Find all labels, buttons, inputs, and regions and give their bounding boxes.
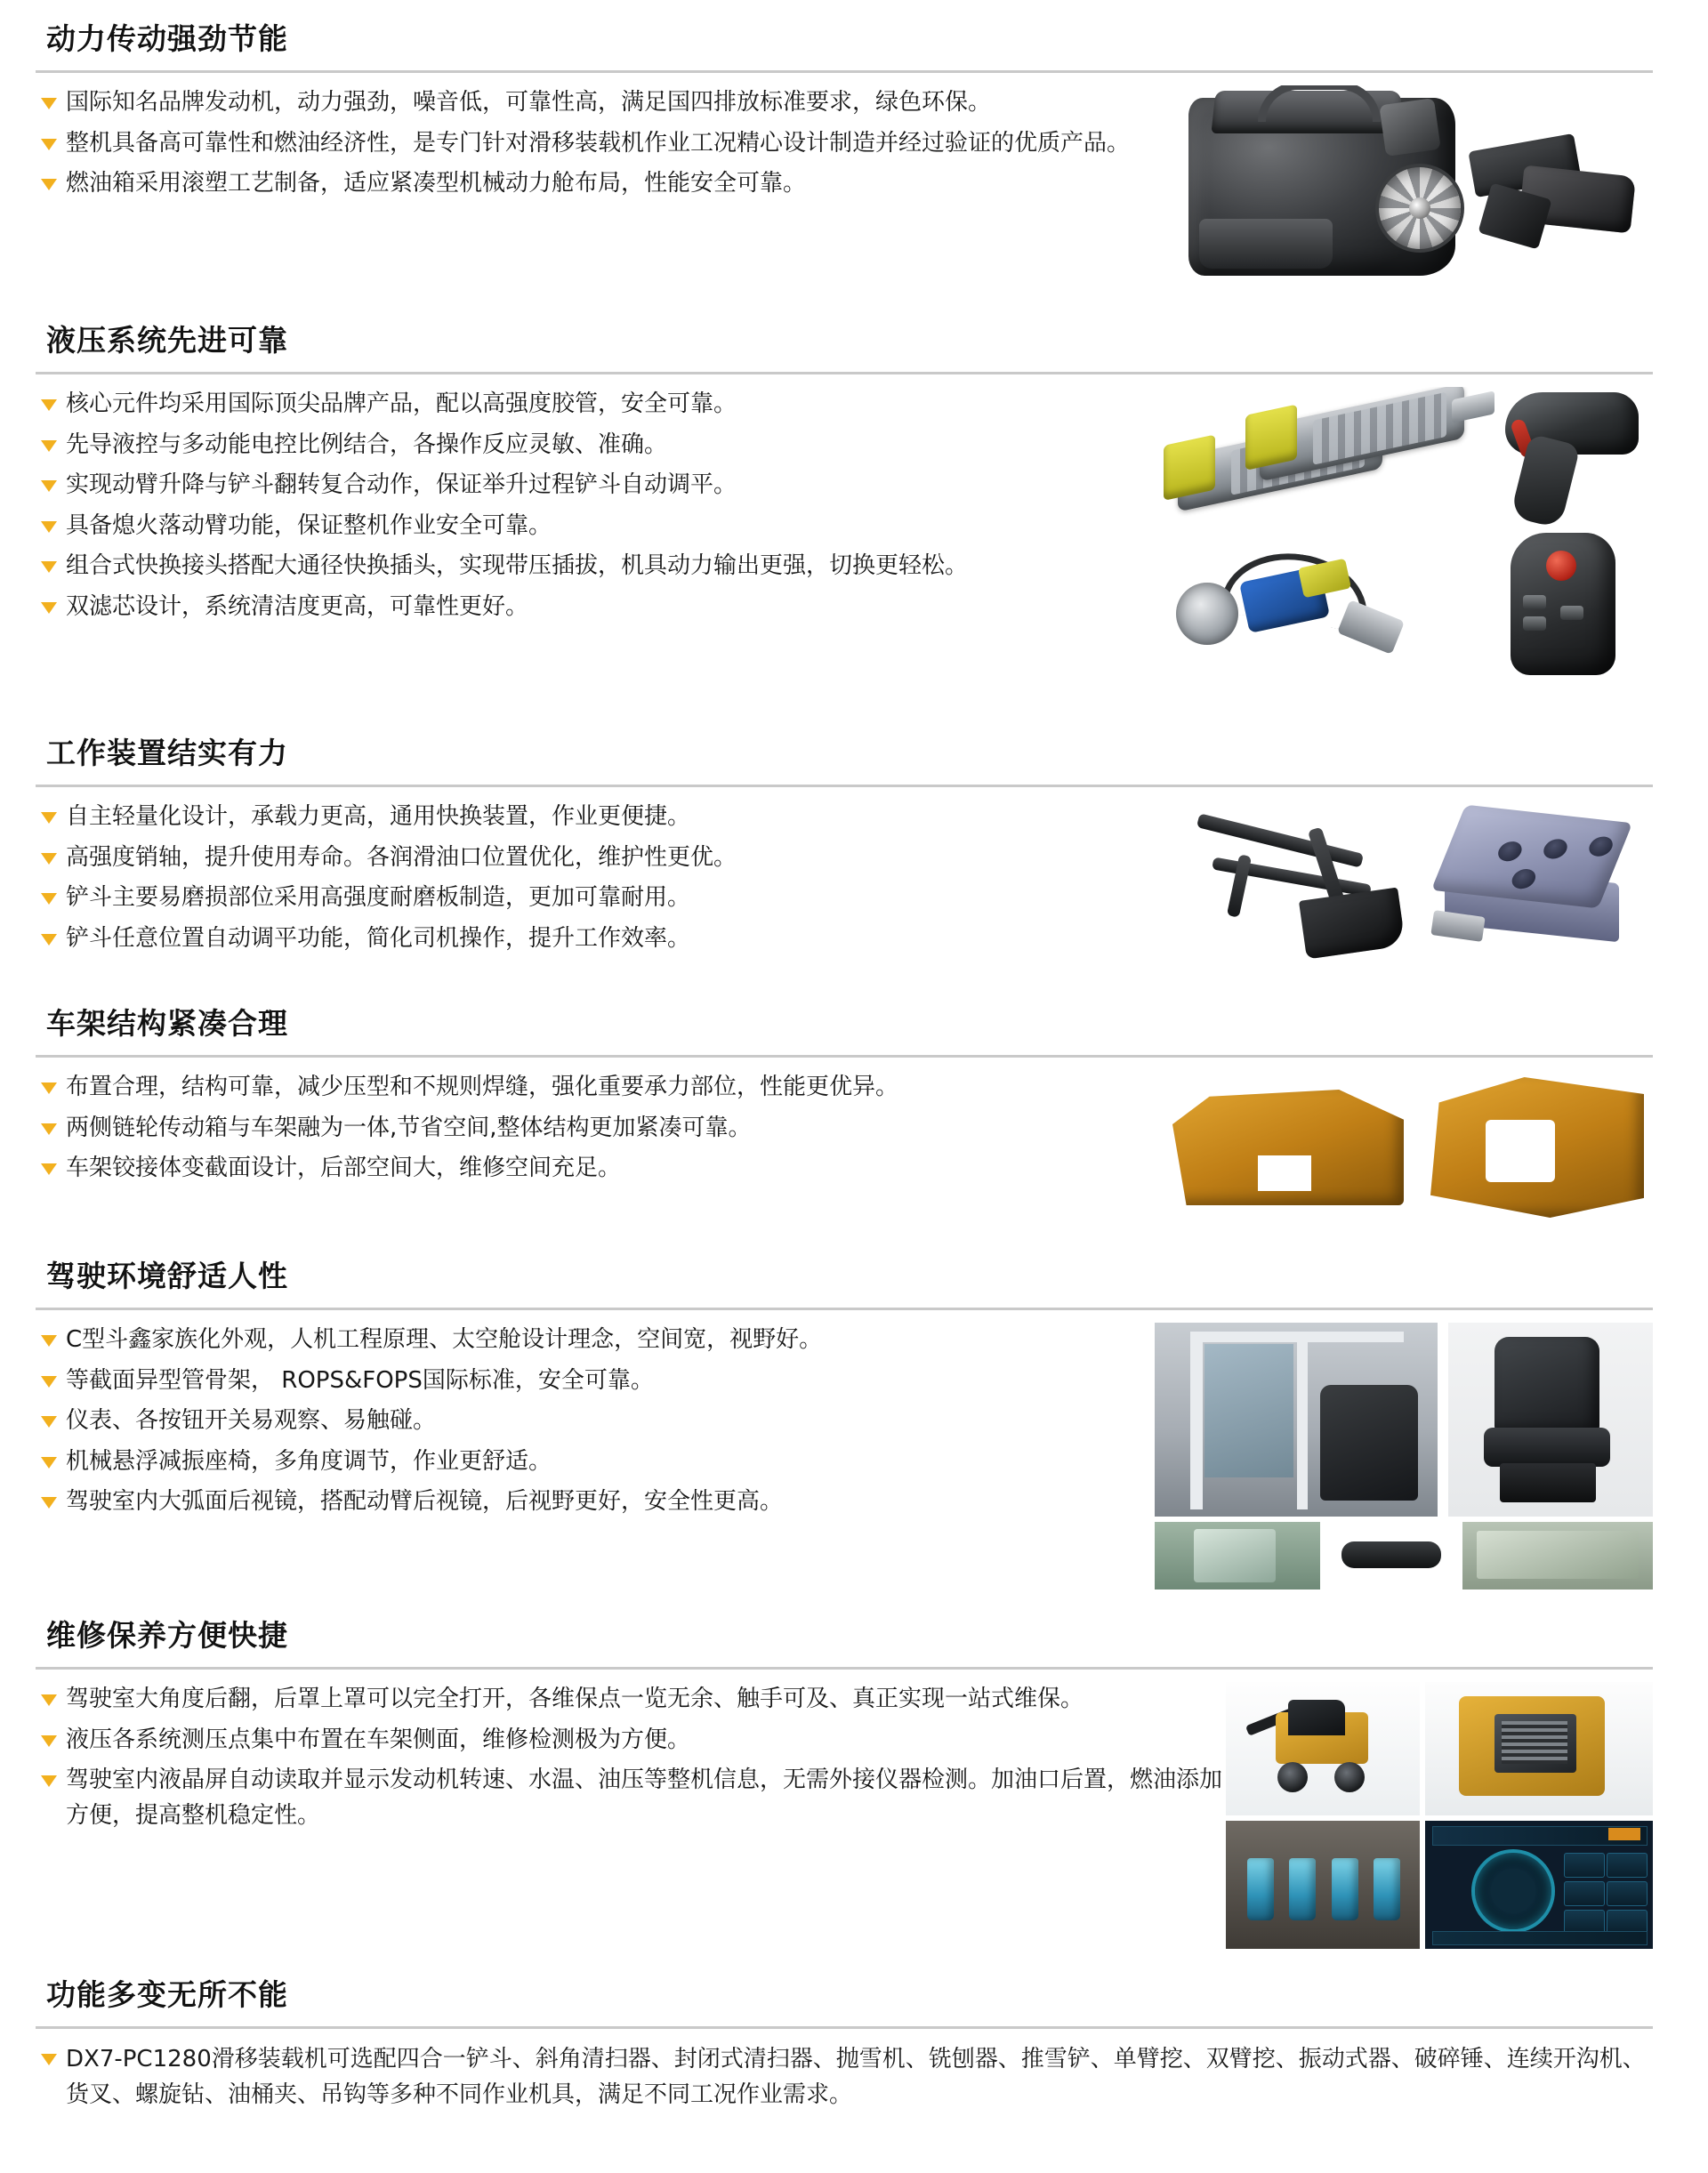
bullet-text: 自主轻量化设计，承载力更高，通用快换装置，作业更便捷。 bbox=[66, 803, 691, 830]
loader-wheel bbox=[1334, 1762, 1365, 1792]
loader-rear bbox=[1446, 1691, 1624, 1807]
test-point bbox=[1332, 1858, 1358, 1920]
section-title-workdevice: 工作装置结实有力 bbox=[46, 736, 288, 770]
dashboard-tile bbox=[1564, 1881, 1605, 1906]
suspension-seat-photo bbox=[1448, 1323, 1653, 1517]
cab-seat bbox=[1320, 1385, 1418, 1501]
bullet-text: 驾驶室大角度后翻，后罩上罩可以完全打开，各维保点一览无余、触手可及、真正实现一站式维保。 bbox=[66, 1686, 1084, 1712]
bullet-text: 铲斗主要易磨损部位采用高强度耐磨板制造，更加可靠耐用。 bbox=[66, 884, 691, 912]
triangle-bullet-icon bbox=[41, 1123, 57, 1135]
grip-button bbox=[1523, 595, 1546, 609]
bullet-text: 驾驶室内液晶屏自动读取并显示发动机转速、水温、油压等整机信息，无需外接仪器检测。加油口后置，燃油添加方便，提高整机稳定性。 bbox=[66, 1767, 1223, 1829]
hydraulic-image-cluster bbox=[1155, 387, 1653, 707]
list-item bbox=[36, 166, 1172, 202]
dashboard-tile bbox=[1607, 1853, 1648, 1878]
engine-accessory bbox=[1379, 98, 1440, 157]
cab-rear-photo bbox=[1462, 1522, 1653, 1590]
list-item bbox=[36, 1070, 1172, 1106]
list-item bbox=[36, 428, 1155, 463]
bucket bbox=[1299, 888, 1406, 960]
bullet-text: 仪表、各按钮开关易观察、易触碰。 bbox=[66, 1407, 437, 1435]
triangle-bullet-icon bbox=[41, 1775, 57, 1787]
divider bbox=[36, 70, 1653, 73]
bullet-list-frame bbox=[36, 1070, 1172, 1192]
dashboard-screen bbox=[1425, 1821, 1653, 1949]
section-power bbox=[0, 0, 1708, 294]
bullet-text: 先导液控与多动能电控比例结合，各操作反应灵敏、准确。 bbox=[66, 431, 668, 458]
bullet-list-workdevice bbox=[36, 800, 1190, 962]
skid-steer-loader bbox=[1242, 1700, 1402, 1799]
loader-cab bbox=[1288, 1700, 1345, 1735]
section-title-frame: 车架结构紧凑合理 bbox=[46, 1006, 288, 1041]
triangle-bullet-icon bbox=[41, 1735, 57, 1747]
test-point bbox=[1247, 1858, 1274, 1920]
dashboard-footer-bar bbox=[1432, 1931, 1648, 1945]
list-item bbox=[36, 126, 1172, 162]
valve-solenoid bbox=[1164, 435, 1215, 501]
triangle-bullet-icon bbox=[41, 561, 57, 573]
open-rear-hood-photo bbox=[1425, 1682, 1653, 1815]
triangle-bullet-icon bbox=[41, 98, 57, 109]
triangle-bullet-icon bbox=[41, 1163, 57, 1175]
section-title-hydraulic: 液压系统先进可靠 bbox=[46, 323, 288, 358]
seat-backrest bbox=[1494, 1337, 1599, 1433]
section-title-power: 动力传动强劲节能 bbox=[46, 21, 288, 56]
bullet-text: 双滤芯设计，系统清洁度更高，可靠性更好。 bbox=[66, 592, 529, 620]
list-item bbox=[36, 1682, 1226, 1718]
section-maintenance bbox=[0, 1590, 1708, 1949]
divider bbox=[36, 1055, 1653, 1058]
engine-photo bbox=[1172, 85, 1653, 294]
coupler-nipple bbox=[1337, 600, 1405, 655]
valve-spools bbox=[1313, 392, 1446, 465]
test-points-photo bbox=[1226, 1821, 1420, 1949]
bullet-text: 机械悬浮减振座椅，多角度调节，作业更舒适。 bbox=[66, 1447, 552, 1475]
divider bbox=[36, 2026, 1653, 2029]
triangle-bullet-icon bbox=[41, 480, 57, 492]
control-grip-photo bbox=[1484, 529, 1644, 680]
divider bbox=[36, 1667, 1653, 1670]
frame-cutout bbox=[1486, 1120, 1555, 1182]
triangle-bullet-icon bbox=[41, 812, 57, 824]
cab-roof-rail bbox=[1190, 1332, 1404, 1342]
section-title-maintenance: 维修保养方便快捷 bbox=[46, 1618, 288, 1653]
bullet-text: 液压各系统测压点集中布置在车架侧面，维修检测极为方便。 bbox=[66, 1726, 691, 1753]
manifold-port bbox=[1509, 868, 1539, 890]
divider bbox=[36, 785, 1653, 787]
image-group-frame bbox=[1172, 1070, 1653, 1230]
test-point bbox=[1374, 1858, 1400, 1920]
section-frame bbox=[0, 978, 1708, 1230]
triangle-bullet-icon bbox=[41, 1497, 57, 1509]
boom-arm-photo bbox=[1190, 809, 1413, 960]
bullet-text: 两侧链轮传动箱与车架融为一体,节省空间,整体结构更加紧凑可靠。 bbox=[66, 1114, 752, 1141]
bullet-list-cab bbox=[36, 1323, 1155, 1525]
list-item bbox=[36, 1763, 1226, 1833]
divider bbox=[36, 372, 1653, 374]
triangle-bullet-icon bbox=[41, 2054, 57, 2065]
bullet-text: 整机具备高可靠性和燃油经济性，是专门针对滑移装载机作业工况精心设计制造并经过验证的优质产品。 bbox=[66, 129, 1131, 157]
pressure-test-points bbox=[1247, 1851, 1400, 1920]
tilted-cab-photo bbox=[1226, 1682, 1420, 1815]
bullet-text: 高强度销轴，提升使用寿命。各润滑油口位置优化，维护性更优。 bbox=[66, 843, 737, 871]
section-title-cab: 驾驶环境舒适人性 bbox=[46, 1259, 288, 1293]
engine-fan bbox=[1379, 167, 1461, 249]
triangle-bullet-icon bbox=[41, 1457, 57, 1469]
triangle-bullet-icon bbox=[41, 1416, 57, 1428]
triangle-bullet-icon bbox=[41, 1376, 57, 1388]
list-item bbox=[36, 800, 1190, 835]
image-group-hydraulic bbox=[1155, 387, 1653, 707]
section-cab bbox=[0, 1230, 1708, 1590]
triangle-bullet-icon bbox=[41, 893, 57, 905]
section-workdevice bbox=[0, 707, 1708, 978]
dashboard-tachometer bbox=[1471, 1849, 1555, 1933]
manifold-top bbox=[1431, 805, 1632, 909]
triangle-bullet-icon bbox=[41, 1082, 57, 1094]
list-item bbox=[36, 881, 1190, 916]
triangle-bullet-icon bbox=[41, 399, 57, 411]
attachments-text: DX7-PC1280滑移装载机可选配四合一铲斗、斜角清扫器、封闭式清扫器、抛雪机、铣刨器、推雪铲、单臂挖、双臂挖、振动式器、破碎锤、连续开沟机、货叉、螺旋钻、油桶夹、吊钩等多种不同作业机具，满足不同工况作业需求。 bbox=[66, 2046, 1646, 2109]
section-title-attachments: 功能多变无所不能 bbox=[46, 1977, 288, 2012]
triangle-bullet-icon bbox=[41, 1335, 57, 1347]
workdevice-image-cluster bbox=[1190, 800, 1653, 978]
bullet-list-hydraulic bbox=[36, 387, 1155, 630]
test-point bbox=[1289, 1858, 1316, 1920]
list-item bbox=[36, 1445, 1155, 1480]
engine-intake-pipe bbox=[1258, 85, 1381, 122]
section-hydraulic bbox=[0, 294, 1708, 707]
bullet-text: 组合式快换接头搭配大通径快换插头，实现带压插拔，机具动力输出更强，切换更轻松。 bbox=[66, 552, 969, 580]
image-group-workdevice bbox=[1190, 800, 1653, 978]
list-item bbox=[36, 549, 1155, 584]
coupler-plate bbox=[1176, 583, 1238, 645]
bullet-text: 车架铰接体变截面设计，后部空间大，维修空间充足。 bbox=[66, 1155, 622, 1182]
triangle-bullet-icon bbox=[41, 853, 57, 865]
bullet-text: 布置合理，结构可靠，减少压型和不规则焊缝，强化重要承力部位，性能更优异。 bbox=[66, 1074, 899, 1100]
loader-wheel bbox=[1277, 1762, 1308, 1792]
image-group-maintenance bbox=[1226, 1682, 1653, 1949]
bullet-text: C型斗鑫家族化外观，人机工程原理、太空舱设计理念，空间宽，视野好。 bbox=[66, 1326, 823, 1353]
list-item bbox=[36, 1364, 1155, 1399]
bullet-text: 国际知名品牌发动机，动力强劲，噪音低，可靠性高，满足国四排放标准要求，绿色环保。 bbox=[66, 89, 992, 116]
mirror-photo bbox=[1325, 1522, 1457, 1590]
triangle-bullet-icon bbox=[41, 602, 57, 614]
triangle-bullet-icon bbox=[41, 1694, 57, 1706]
cab-image-cluster bbox=[1155, 1323, 1653, 1590]
triangle-bullet-icon bbox=[41, 179, 57, 190]
bullet-text: 铲斗任意位置自动调平功能，简化司机操作，提升工作效率。 bbox=[66, 924, 691, 952]
list-item bbox=[36, 509, 1155, 544]
list-item bbox=[36, 1404, 1155, 1439]
bullet-text: 实现动臂升降与铲斗翻转复合动作，保证举升过程铲斗自动调平。 bbox=[66, 471, 737, 499]
radiator-grill bbox=[1502, 1721, 1567, 1764]
manifold-port bbox=[1541, 838, 1571, 860]
list-item bbox=[36, 1323, 1155, 1358]
list-item bbox=[36, 1723, 1226, 1759]
list-item bbox=[36, 387, 1155, 423]
grip-button bbox=[1523, 616, 1546, 631]
bullet-text: 核心元件均采用国际顶尖品牌产品，配以高强度胶管，安全可靠。 bbox=[66, 390, 737, 417]
triangle-bullet-icon bbox=[41, 440, 57, 452]
list-item bbox=[36, 1485, 1155, 1520]
dashboard-warning bbox=[1608, 1828, 1640, 1840]
image-group-cab bbox=[1155, 1323, 1653, 1590]
triangle-bullet-icon bbox=[41, 521, 57, 533]
bullet-list-power bbox=[36, 85, 1172, 207]
bullet-list-maintenance bbox=[36, 1682, 1226, 1839]
attachments-paragraph bbox=[36, 2041, 1653, 2113]
triangle-bullet-icon bbox=[41, 934, 57, 946]
bullet-text: 等截面异型管骨架， ROPS&FOPS国际标准，安全可靠。 bbox=[66, 1366, 654, 1394]
seat-suspension-base bbox=[1500, 1463, 1596, 1502]
image-group-power bbox=[1172, 85, 1653, 294]
cab-interior-photo bbox=[1155, 1323, 1438, 1517]
divider bbox=[36, 1308, 1653, 1310]
maintenance-image-cluster bbox=[1226, 1682, 1653, 1949]
dashboard-tile bbox=[1564, 1853, 1605, 1878]
cab-window bbox=[1204, 1344, 1293, 1477]
valve-solenoid bbox=[1245, 405, 1297, 471]
cab-pillar bbox=[1190, 1332, 1203, 1509]
grip-red-button bbox=[1546, 551, 1576, 581]
list-item bbox=[36, 468, 1155, 503]
triangle-bullet-icon bbox=[41, 139, 57, 150]
valve-manifold-photo bbox=[1427, 805, 1649, 965]
list-item bbox=[36, 590, 1155, 625]
list-item bbox=[36, 922, 1190, 957]
list-item bbox=[36, 841, 1190, 876]
engine-bracket-photo bbox=[1466, 123, 1640, 256]
manifold-port bbox=[1494, 841, 1525, 863]
joystick-photo bbox=[1480, 392, 1649, 526]
lcd-dashboard-photo bbox=[1425, 1821, 1653, 1949]
engine-oil-pan bbox=[1199, 219, 1333, 269]
bullet-text: 驾驶室内大弧面后视镜，搭配动臂后视镜，后视野更好，安全性更高。 bbox=[66, 1488, 784, 1516]
grip-button bbox=[1560, 606, 1583, 620]
list-item bbox=[36, 1151, 1172, 1187]
cab-pillar bbox=[1297, 1332, 1308, 1509]
list-item bbox=[36, 85, 1172, 121]
dashboard-tile bbox=[1607, 1881, 1648, 1906]
section-attachments bbox=[0, 1949, 1708, 2140]
list-item bbox=[36, 1111, 1172, 1147]
frame-image-cluster bbox=[1172, 1070, 1653, 1230]
cab-exterior-photo bbox=[1155, 1522, 1320, 1590]
seat-cushion bbox=[1484, 1428, 1610, 1467]
bullet-text: 燃油箱采用滚塑工艺制备，适应紧凑型机械动力舱布局，性能安全可靠。 bbox=[66, 170, 807, 197]
cab-photo-strip bbox=[1155, 1522, 1653, 1590]
bullet-text: 具备熄火落动臂功能，保证整机作业安全可靠。 bbox=[66, 511, 552, 539]
frame-cutout bbox=[1258, 1155, 1311, 1191]
manifold-port bbox=[1586, 835, 1616, 857]
quick-coupler-photo bbox=[1167, 543, 1434, 677]
